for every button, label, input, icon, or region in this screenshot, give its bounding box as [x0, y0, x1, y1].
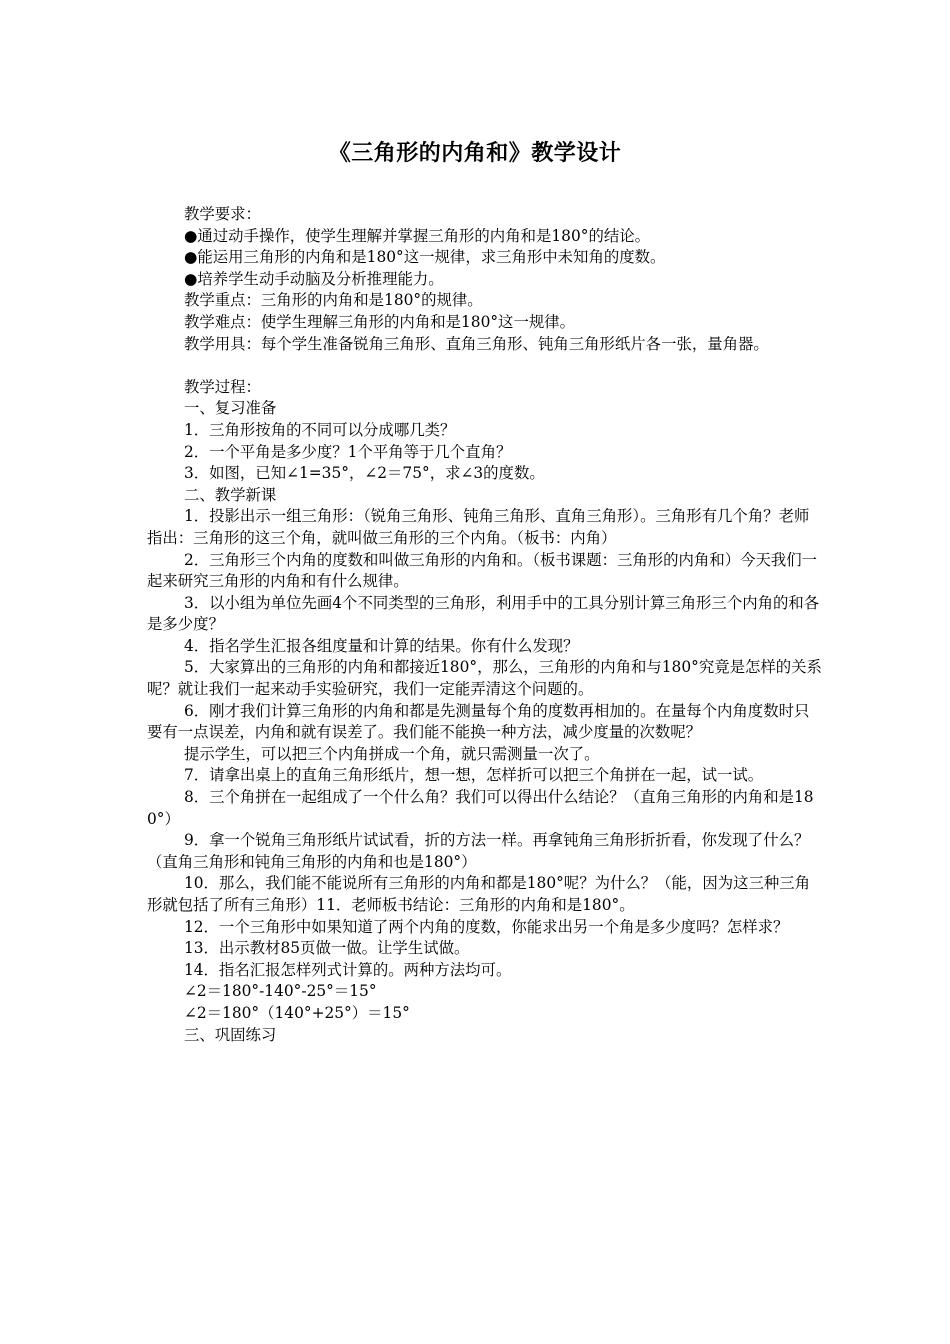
paragraph: 12．一个三角形中如果知道了两个内角的度数，你能求出另一个角是多少度吗？怎样求？	[183, 917, 789, 936]
paragraph: 10．那么，我们能不能说所有三角形的内角和都是180°呢？为什么？（能，因为这三种三角形就包括了所有三角形）11．老师板书结论：三角形的内角和是180°。	[147, 874, 811, 914]
section-label-requirements: 教学要求：	[183, 205, 261, 223]
paragraph: 2．一个平角是多少度？1个平角等于几个直角？	[183, 442, 512, 461]
teaching-tools: 教学用具：每个学生准备锐角三角形、直角三角形、钝角三角形纸片各一张，量角器。	[183, 334, 769, 353]
paragraph: 13．出示教材85页做一做。让学生试做。	[183, 939, 470, 958]
paragraph: 1．投影出示一组三角形：（锐角三角形、钝角三角形、直角三角形）。三角形有几个角？老师指出：三角形的这三个角，就叫做三角形的三个内角。（板书：内角）	[147, 507, 810, 547]
requirement-item: ●能运用三角形的内角和是180°这一规律，求三角形中未知角的度数。	[183, 248, 666, 267]
section-heading: 三、巩固练习	[183, 1025, 277, 1044]
paragraph: 提示学生，可以把三个内角拼成一个角，就只需测量一次了。	[183, 744, 600, 763]
section-heading: 一、复习准备	[183, 399, 277, 418]
formula-line: ∠2＝180°-140°-25°＝15°	[183, 982, 377, 1001]
paragraph: 3．以小组为单位先画4个不同类型的三角形，利用手中的工具分别计算三角形三个内角的和各是多少度？	[147, 593, 820, 634]
key-point: 教学重点：三角形的内角和是180°的规律。	[183, 291, 483, 310]
paragraph: 2．三角形三个内角的度数和叫做三角形的内角和。（板书课题：三角形的内角和）今天我们一起来研究三角形的内角和有什么规律。	[147, 550, 818, 591]
paragraph: 3．如图，已知∠1=35°，∠2＝75°，求∠3的度数。	[183, 464, 545, 483]
document-body	[147, 204, 823, 1046]
requirement-item: ●通过动手操作，使学生理解并掌握三角形的内角和是180°的结论。	[183, 226, 651, 245]
document-title: 《三角形的内角和》教学设计	[328, 141, 622, 166]
difficult-point: 教学难点：使学生理解三角形的内角和是180°这一规律。	[183, 312, 576, 331]
paragraph: 1．三角形按角的不同可以分成哪几类？	[183, 420, 456, 439]
section-heading: 二、教学新课	[183, 485, 277, 504]
paragraph: 9．拿一个锐角三角形纸片试试看，折的方法一样。再拿钝角三角形折折看，你发现了什么？（直角三角形和钝角三角形的内角和也是180°）	[147, 831, 810, 871]
paragraph: 14．指名汇报怎样列式计算的。两种方法均可。	[183, 960, 512, 979]
paragraph: 6．刚才我们计算三角形的内角和都是先测量每个角的度数再相加的。在量每个内角度数时只要有一点误差，内角和就有误差了。我们能不能换一种方法，减少度量的次数呢？	[147, 701, 810, 742]
paragraph: 5．大家算出的三角形的内角和都接近180°，那么，三角形的内角和与180°究竟是怎样的关系呢？就让我们一起来动手实验研究，我们一定能弄清这个问题的。	[147, 658, 822, 699]
section-label-process: 教学过程：	[183, 377, 261, 396]
paragraph: 8．三个角拼在一起组成了一个什么角？我们可以得出什么结论？（直角三角形的内角和是180°）	[147, 788, 814, 828]
requirement-item: ●培养学生动手动脑及分析推理能力。	[183, 269, 444, 288]
formula-line: ∠2＝180°（140°+25°）＝15°	[183, 1003, 410, 1022]
paragraph: 7．请拿出桌上的直角三角形纸片，想一想，怎样折可以把三个角拼在一起，试一试。	[183, 766, 764, 785]
paragraph: 4．指名学生汇报各组度量和计算的结果。你有什么发现？	[183, 636, 579, 655]
